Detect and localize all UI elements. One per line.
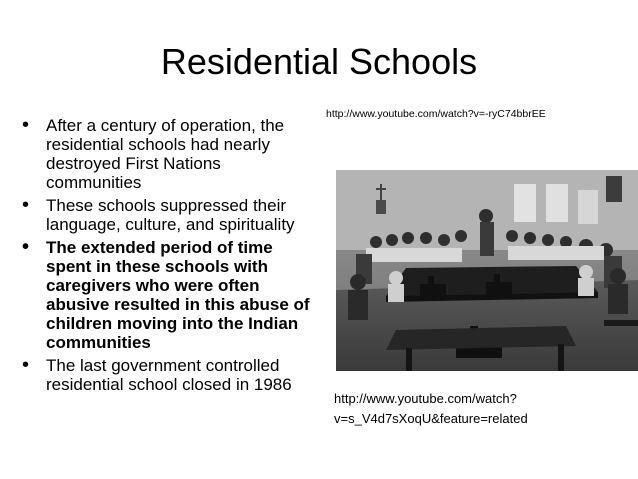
bullet-dot: • bbox=[22, 354, 30, 376]
bullet-text: These schools suppressed their language, culture, and spirituality bbox=[46, 196, 295, 234]
classroom-photo-drawing bbox=[336, 170, 638, 371]
bullet-item bbox=[22, 238, 314, 352]
bullet-list bbox=[22, 116, 314, 398]
bullet-text: The extended period of time spent in these schools with caregivers who were often abusive resulted in this abuse of children moving into the Indian communities bbox=[46, 238, 310, 352]
classroom-photo bbox=[336, 170, 638, 371]
video-link-bottom-line1[interactable]: http://www.youtube.com/watch? bbox=[334, 391, 517, 406]
bullet-text: The last government controlled residential school closed in 1986 bbox=[46, 356, 292, 394]
bullet-item bbox=[22, 196, 314, 234]
bullet-item bbox=[22, 116, 314, 192]
bullet-item bbox=[22, 356, 314, 394]
video-link-bottom-line2[interactable]: v=s_V4d7sXoqU&feature=related bbox=[334, 411, 528, 426]
bullet-dot: • bbox=[22, 114, 30, 136]
video-link-bottom[interactable] bbox=[334, 389, 614, 429]
bullet-dot: • bbox=[22, 236, 30, 258]
bullet-dot: • bbox=[22, 194, 30, 216]
slide-title: Residential Schools bbox=[160, 41, 478, 82]
bullet-text: After a century of operation, the residential schools had nearly destroyed First Nations communities bbox=[46, 116, 285, 192]
video-link-top[interactable]: http://www.youtube.com/watch?v=-ryC74bbrEE bbox=[326, 108, 546, 120]
